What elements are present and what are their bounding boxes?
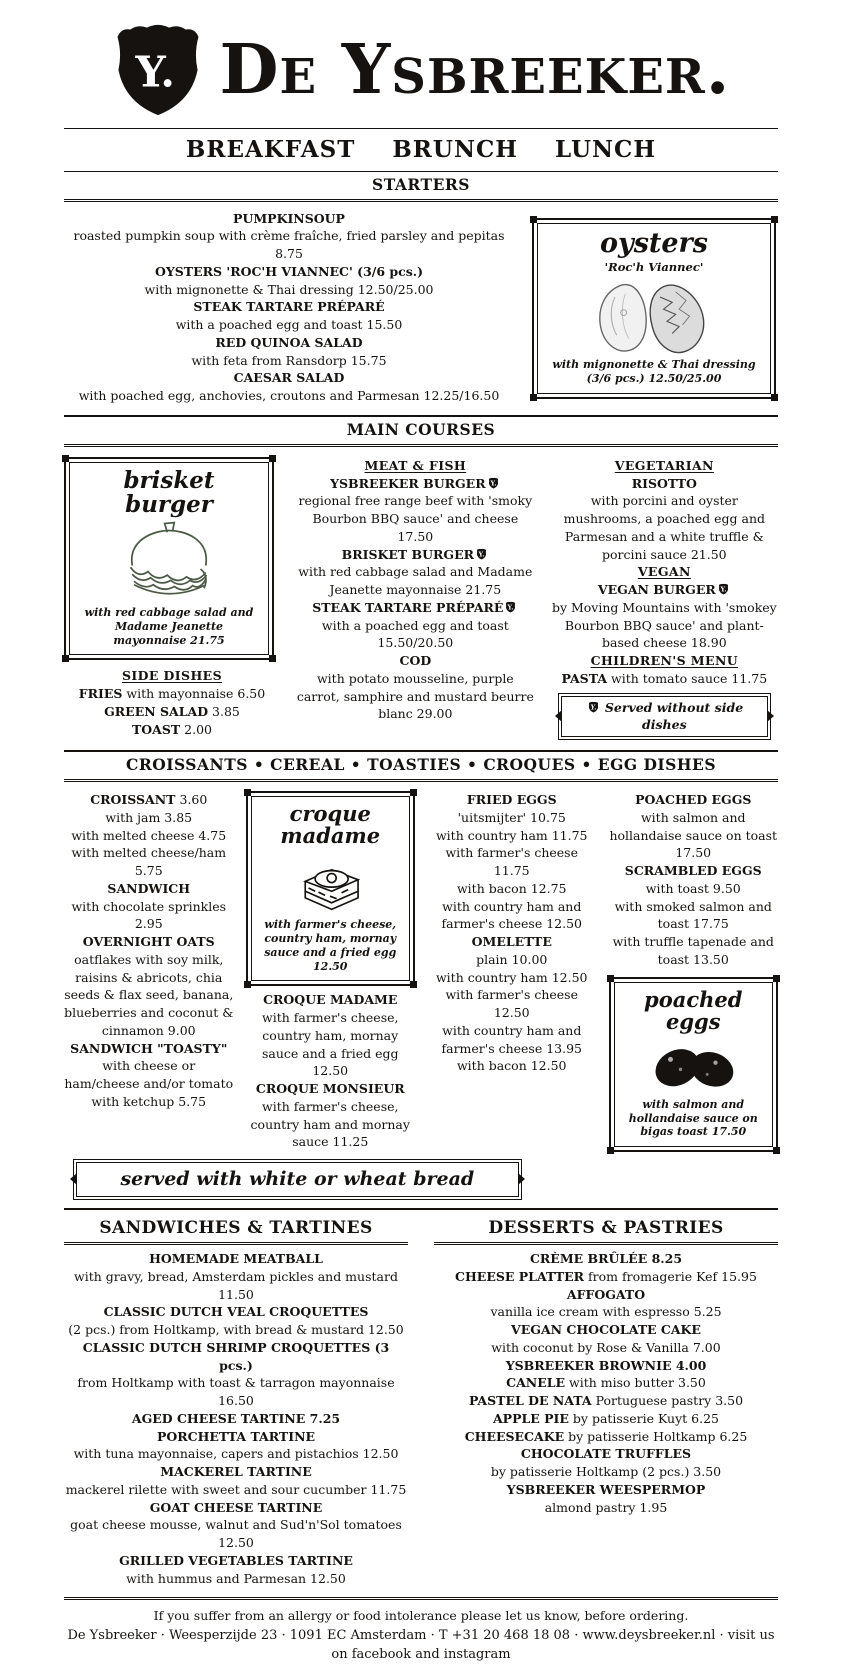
meat-fish-column [296,457,535,723]
menu-line: with toast 9.50 [645,880,741,896]
menu-line: from Holtkamp with toast & tarragon mayonnaise 16.50 [77,1375,395,1409]
menu-line: by patisserie Holtkamp (2 pcs.) 3.50 [490,1464,722,1480]
menu-line: with feta from Ransdorp 15.75 [191,352,387,368]
menu-line: AFFOGATO [566,1286,646,1302]
menu-line: PASTEL DE NATA Portuguese pastry 3.50 [468,1393,744,1409]
menu-line: PUMPKINSOUP [233,210,345,226]
menu-line: with jam 3.85 [105,809,193,825]
menu-line: almond pastry 1.95 [544,1499,668,1515]
oysters-illustration [584,278,724,356]
menu-line: CROQUE MONSIEUR [255,1081,405,1096]
brisket-card-title: brisket burger [123,466,215,519]
frame-corner [244,789,251,796]
menu-line: with farmer's cheese, country ham and mornay sauce 11.25 [250,1098,410,1150]
menu-line: BRISKET BURGER Y. [296,546,535,564]
croque-madame-card [246,791,416,986]
menu-line: 'uitsmijter' 10.75 [457,809,566,825]
menu-line: CROISSANT 3.60 [90,792,208,808]
frame-corner [607,1147,614,1154]
menu-line: RED QUINOA SALAD [215,334,363,350]
menu-line: with truffle tapenade and toast 13.50 [612,934,774,967]
poached-eggs-illustration [638,1036,748,1096]
menu-line: PASTA with tomato sauce 11.75 [561,670,768,686]
frame-corner [530,216,537,223]
menu-line: with a poached egg and toast 15.50/20.50 [321,617,509,651]
menu-line: with country ham 11.75 [435,827,588,843]
menu-line: COD [399,653,432,669]
croque-madame-illustration [280,850,380,916]
frame-corner [771,216,778,223]
menu-line: CHOCOLATE TRUFFLES [520,1446,692,1462]
menu-line: with tuna mayonnaise, capers and pistachios 12.50 [73,1446,399,1462]
side-dishes-list [64,667,280,738]
section-heading-main-courses: MAIN COURSES [64,415,778,447]
menu-line: vanilla ice cream with espresso 5.25 [490,1304,722,1320]
footer [64,1607,778,1664]
menu-line: roasted pumpkin soup with crème fraîche, fried parsley and pepitas 8.75 [73,228,505,262]
menu-line: STEAK TARTARE PRÉPARÉ Y. [296,599,535,617]
frame-corner [410,981,417,988]
croques-list [246,991,416,1151]
menu-line: with chocolate sprinkles 2.95 [71,898,227,932]
menu-line: CLASSIC DUTCH SHRIMP CROQUETTES (3 pcs.) [82,1339,390,1373]
section-heading-sandwiches: SANDWICHES & TARTINES [64,1216,408,1245]
menu-line: with farmer's cheese, country ham, mornay sauce and a fried egg 12.50 [261,1010,399,1079]
svg-text:Y.: Y. [590,702,597,711]
menu-line: CHEESECAKE by patisserie Holtkamp 6.25 [464,1428,748,1444]
frame-corner [771,394,778,401]
oysters-card [532,218,776,399]
fried-eggs-column [427,791,597,1152]
vegetarian-list [551,457,778,688]
bottom-section [64,1210,778,1597]
menu-line: FRIES with mayonnaise 6.50 [78,686,266,702]
menu-tagline: BREAKFAST BRUNCH LUNCH [64,128,778,172]
sandwiches-list [64,1250,408,1587]
section-heading-starters: STARTERS [64,172,778,202]
oysters-card-title: oysters [600,227,708,259]
frame-corner [62,655,69,662]
menu-line: AGED CHEESE TARTINE 7.25 [131,1410,341,1426]
svg-text:Y.: Y. [135,46,175,97]
frame-corner [773,975,780,982]
menu-line: RISOTTO [631,475,697,491]
bread-note-ribbon [76,1162,519,1197]
menu-line: with mignonette & Thai dressing 12.50/25.00 [144,281,434,297]
menu-line: HOMEMADE MEATBALL [149,1251,323,1267]
menu-line: TOAST 2.00 [131,721,213,737]
ysbreeker-shield-inline-icon [718,583,729,595]
menu-line: plain 10.00 [476,951,548,967]
menu-line: CANELE with miso butter 3.50 [506,1375,706,1391]
croque-card-caption: with farmer's cheese, country ham, mornay sauce and a fried egg 12.50 [264,918,397,973]
menu-line: with a poached egg and toast 15.50 [175,317,403,333]
logo-wordmark: De Ysbreeker. [219,30,731,110]
side-dishes-note-text: Served without side dishes [604,699,744,733]
menu-line: YSBREEKER BURGER Y. [296,475,535,493]
desserts-list [434,1250,778,1516]
menu-line: CROQUE MADAME [263,992,398,1008]
side-dishes-note-ribbon [561,696,768,738]
menu-line: with coconut by Rose & Vanilla 7.00 [491,1339,721,1355]
menu-line: FRIED EGGS [466,792,557,808]
menu-line: GRILLED VEGETABLES TARTINE [119,1552,353,1568]
menu-line: MEAT & FISH [364,457,467,473]
ysbreeker-shield-inline-icon [588,701,599,713]
menu-line: with porcini and oyster mushrooms, a poached egg and Parmesan and a white truffle & porcini sauce 21.50 [563,493,765,562]
menu-line: CRÈME BRÛLÉE 8.25 [529,1251,683,1267]
starters-section [64,202,778,415]
menu-line: with poached egg, anchovies, croutons and Parmesan 12.25/16.50 [78,388,500,404]
logo-shield-icon [112,22,204,118]
croques-column [246,791,416,1152]
svg-text:Y.: Y. [720,585,727,594]
section-heading-egg-dishes: CROISSANTS • CEREAL • TOASTIES • CROQUES • EGG DISHES [64,750,778,782]
frame-corner [269,455,276,462]
svg-text:Y.: Y. [507,603,514,612]
svg-text:Y.: Y. [478,549,485,558]
frame-corner [269,655,276,662]
poached-card-title: poached eggs [644,986,743,1034]
frame-corner [410,789,417,796]
croissants-column [64,791,234,1152]
bread-note-text: served with white or wheat bread [120,1168,475,1190]
brisket-burger-card [64,457,274,661]
menu-line: CLASSIC DUTCH VEAL CROQUETTES [103,1304,369,1320]
desserts-column [434,1216,778,1587]
menu-line: with salmon and hollandaise sauce on toast 17.50 [609,809,778,861]
menu-line: GREEN SALAD 3.85 [104,703,240,719]
burger-illustration [113,520,225,604]
menu-line: (2 pcs.) from Holtkamp, with bread & mustard 12.50 [68,1322,404,1338]
oysters-card-caption: with mignonette & Thai dressing (3/6 pcs.) 12.50/25.00 [552,358,756,386]
main-courses-left-column [64,457,280,740]
svg-text:Y.: Y. [490,478,497,487]
poached-card-caption: with salmon and hollandaise sauce on bigas toast 17.50 [628,1097,758,1139]
menu-line: with country ham and farmer's cheese 12.50 [441,898,583,932]
frame-corner [62,455,69,462]
menu-line: with bacon 12.75 [456,880,567,896]
ysbreeker-shield-inline-icon [505,601,516,613]
section-heading-desserts: DESSERTS & PASTRIES [434,1216,778,1245]
oysters-card-subtitle: 'Roc'h Viannec' [604,260,704,275]
menu-line: mackerel rilette with sweet and sour cucumber 11.75 [65,1481,407,1497]
menu-line: SCRAMBLED EGGS [624,863,762,879]
ysbreeker-shield-inline-icon [476,548,487,560]
bread-note-row [64,1156,778,1208]
menu-line: with smoked salmon and toast 17.75 [614,898,772,932]
restaurant-logo [64,22,778,118]
menu-line: VEGAN [637,564,691,580]
menu-line: with melted cheese/ham 5.75 [71,845,227,879]
main-courses-section [64,447,778,750]
menu-line: OMELETTE [471,934,552,950]
frame-corner [607,975,614,982]
menu-line: with potato mousseline, purple carrot, samphire and mustard beurre blanc 29.00 [296,670,534,722]
menu-line: with country ham and farmer's cheese 13.95 [441,1022,583,1056]
menu-line: YSBREEKER WEESPERMOP [506,1481,706,1497]
croque-card-title: croque madame [280,801,381,849]
menu-line: with hummus and Parmesan 12.50 [126,1570,346,1586]
menu-line: POACHED EGGS [635,792,752,808]
menu-line: SIDE DISHES [121,668,223,684]
menu-line: VEGETARIAN [614,457,714,473]
ysbreeker-shield-inline-icon [488,477,499,489]
poached-eggs-column [609,791,779,1152]
menu-line: regional free range beef with 'smoky Bourbon BBQ sauce' and cheese 17.50 [298,493,533,544]
menu-line: SANDWICH "TOASTY" [70,1040,228,1056]
contact-line: De Ysbreeker · Weesperzijde 23 · 1091 EC Amsterdam · T +31 20 468 18 08 · www.deysbreeker.nl · visit us on facebook and instagram [67,1628,775,1662]
menu-line: OYSTERS 'ROC'H VIANNEC' (3/6 pcs.) [154,263,424,279]
menu-line: GOAT CHEESE TARTINE [149,1499,323,1515]
menu-line: with melted cheese 4.75 [71,827,227,843]
footer-divider [64,1597,778,1600]
menu-line: CAESAR SALAD [233,370,345,386]
menu-line: VEGAN CHOCOLATE CAKE [511,1322,701,1338]
menu-line: CHILDREN'S MENU [590,653,739,669]
menu-line: OVERNIGHT OATS [82,934,215,950]
menu-line: YSBREEKER BROWNIE 4.00 [505,1357,707,1373]
sandwiches-column [64,1216,408,1587]
menu-line: with farmer's cheese 12.50 [445,987,578,1021]
poached-eggs-list [609,791,779,969]
allergy-notice: If you suffer from an allergy or food intolerance please let us know, before ordering. [153,1608,689,1624]
menu-line: with cheese or ham/cheese and/or tomato with ketchup 5.75 [64,1058,234,1109]
menu-line: with red cabbage salad and Madame Jeanette mayonnaise 21.75 [298,564,533,598]
menu-line: goat cheese mousse, walnut and Sud'n'Sol tomatoes 12.50 [70,1517,402,1551]
frame-corner [773,1147,780,1154]
menu-line: PORCHETTA TARTINE [156,1428,316,1444]
menu-line: VEGAN BURGER Y. [551,581,778,599]
frame-corner [530,394,537,401]
menu-line: with farmer's cheese 11.75 [445,845,578,879]
menu-line: SANDWICH [107,880,191,896]
menu-line: oatflakes with soy milk, raisins & abricots, chia seeds & flax seed, banana, blueberries and coconut & cinnamon 9.00 [64,951,234,1038]
brisket-card-caption: with red cabbage salad and Madame Jeanette mayonnaise 21.75 [84,606,254,647]
menu-line: with bacon 12.50 [456,1058,567,1074]
poached-eggs-card [609,977,779,1152]
vegetarian-column [551,457,778,740]
menu-line: with country ham 12.50 [435,969,588,985]
menu-line: MACKEREL TARTINE [160,1464,312,1480]
menu-line: with gravy, bread, Amsterdam pickles and mustard 11.50 [74,1268,398,1302]
menu-line: APPLE PIE by patisserie Kuyt 6.25 [492,1410,719,1426]
starters-list [66,210,512,405]
menu-line: CHEESE PLATTER from fromagerie Kef 15.95 [455,1268,757,1284]
menu-line: by Moving Mountains with 'smokey Bourbon BBQ sauce' and plant-based cheese 18.90 [551,599,777,651]
menu-line: STEAK TARTARE PRÉPARÉ [193,299,385,315]
frame-corner [244,981,251,988]
egg-dishes-section [64,782,778,1156]
